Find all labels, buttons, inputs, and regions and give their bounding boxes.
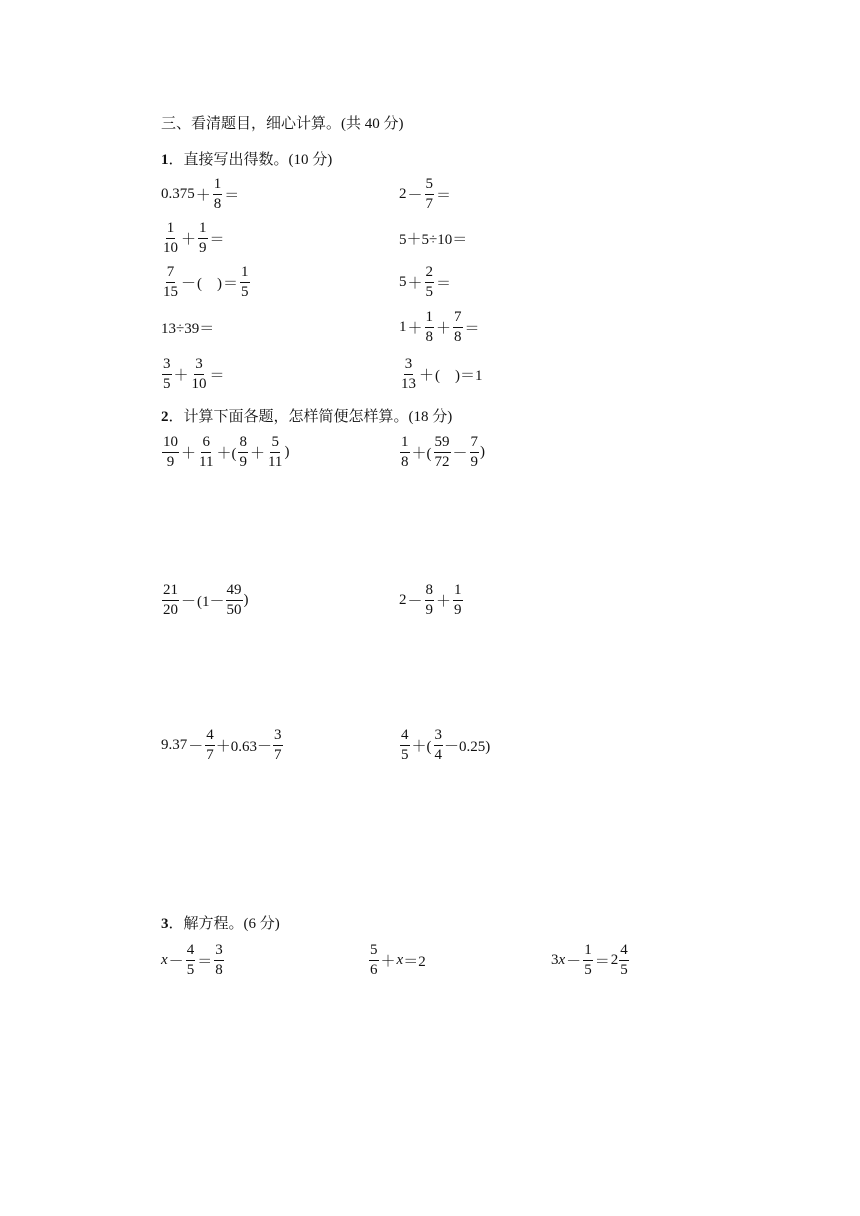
q3-item-b: $\frac{5}{6}$ ＋ x ＝2 — [370, 941, 426, 978]
q1-item-e: $\frac{7}{15}$ － ( ) ＝ $\frac{1}{5}$ — [163, 263, 249, 300]
q1e-frac1 — [162, 265, 179, 300]
q3b-num: 5 — [369, 943, 379, 961]
q3-item-c: 3 x － $\frac{1}{5}$ ＝ 2 $\frac{4}{5}$ — [551, 941, 628, 978]
q1i-num1: 3 — [162, 357, 172, 375]
q2a-frac4 — [267, 435, 283, 470]
q2f-frac1 — [400, 728, 410, 763]
q2a-den2: 11 — [199, 453, 214, 470]
q3a-den2: 8 — [215, 961, 223, 978]
q1e-num1: 7 — [166, 265, 176, 283]
q2c-mid: (1－ — [197, 593, 225, 610]
q2a-frac3 — [238, 435, 248, 470]
q2d-den1: 9 — [425, 601, 434, 618]
q1e-num2: 1 — [240, 265, 250, 283]
q3c-num2: 4 — [619, 943, 629, 961]
q2b-frac3 — [470, 435, 480, 470]
q1c-num2: 1 — [198, 221, 208, 239]
q1b-int: 2 — [399, 185, 407, 202]
q1h-den1: 8 — [425, 328, 434, 345]
q2a-den3: 9 — [239, 453, 247, 470]
q1c-frac1 — [162, 221, 179, 256]
q1b-num: 5 — [425, 177, 435, 195]
q1j-frac — [400, 357, 417, 392]
q1c-den1: 10 — [163, 239, 178, 256]
q1b-den: 7 — [425, 195, 434, 212]
q2d-frac2 — [453, 583, 463, 618]
q1h-num2: 7 — [453, 310, 463, 328]
q2d-den2: 9 — [454, 601, 462, 618]
q2e-int: 9.37 — [161, 736, 188, 753]
q3b-tail: ＝2 — [403, 953, 426, 970]
q2e-num2: 3 — [273, 728, 283, 746]
q1i-frac2 — [191, 357, 208, 392]
q1-item-g — [161, 305, 214, 349]
q2-item-c: $\frac{21}{20}$ － (1－ $\frac{49}{50}$ ) — [163, 581, 249, 618]
q1-item-b: 2 － $\frac{5}{7}$ ＝ — [399, 175, 452, 212]
q3c-num1: 1 — [583, 943, 593, 961]
q2a-num1: 10 — [162, 435, 179, 453]
q3-title — [161, 912, 280, 933]
q3c-frac2 — [619, 943, 629, 978]
q2b-den3: 9 — [470, 453, 479, 470]
q1i-den2: 10 — [191, 375, 207, 392]
q2b-frac2 — [434, 435, 451, 470]
q2f-num2: 3 — [434, 728, 444, 746]
q2a-num4: 5 — [270, 435, 280, 453]
q1e-frac2 — [240, 265, 250, 300]
q3-title-text: ．解方程。(6 分) — [168, 916, 280, 932]
q2a-den1: 9 — [166, 453, 175, 470]
q2e-mid: ＋0.63－ — [215, 738, 273, 755]
q2f-num1: 4 — [400, 728, 410, 746]
q2b-num1: 1 — [400, 435, 410, 453]
q1c-num1: 1 — [166, 221, 176, 239]
q2f-tail: －0.25) — [444, 738, 491, 755]
q2b-frac1 — [400, 435, 410, 470]
q2e-den1: 7 — [206, 746, 214, 763]
q2b-den1: 8 — [401, 453, 409, 470]
q2d-num1: 8 — [425, 583, 435, 601]
q3c-den1: 5 — [584, 961, 592, 978]
q3c-mixed-number — [611, 943, 630, 978]
q3a-num1: 4 — [186, 943, 196, 961]
q2a-den4: 11 — [267, 453, 283, 470]
q1j-den: 13 — [401, 375, 416, 392]
q2-item-a: $\frac{10}{9}$ ＋ $\frac{6}{11}$ ＋( $\frac{8}{9}$ ＋ $\frac{5}{11}$ ) — [163, 433, 290, 470]
q3b-var: x — [396, 951, 404, 968]
q2e-frac1 — [205, 728, 215, 763]
q2e-num1: 4 — [205, 728, 215, 746]
q1a-int: 0.375 — [161, 185, 195, 202]
q1e-den1: 15 — [163, 283, 178, 300]
q3c-frac1 — [583, 943, 593, 978]
q1f-frac — [425, 265, 435, 300]
q1-title — [161, 148, 332, 169]
q2f-den2: 4 — [434, 746, 442, 763]
q2-title-text: ．计算下面各题，怎样简便怎样算。(18 分) — [168, 409, 453, 425]
q1-item-h: 1 ＋ $\frac{1}{8}$ ＋ $\frac{7}{8}$ ＝ — [399, 308, 480, 345]
q3b-frac — [369, 943, 379, 978]
q1h-frac2 — [453, 310, 463, 345]
q2d-num2: 1 — [453, 583, 463, 601]
q1f-num: 2 — [425, 265, 435, 283]
q3b-den: 6 — [370, 961, 378, 978]
q3a-den1: 5 — [186, 961, 195, 978]
q2b-num2: 59 — [434, 435, 451, 453]
q3c-coef: 3 — [551, 951, 559, 968]
q2c-num2: 49 — [226, 583, 243, 601]
q1j-tail: ＝1 — [460, 367, 483, 384]
q2-item-e: 9.37 － $\frac{4}{7}$ ＋0.63－ $\frac{3}{7}$ — [161, 726, 282, 763]
q2e-frac2 — [273, 728, 283, 763]
q1c-frac2 — [198, 221, 208, 256]
q2-number: 2 — [161, 409, 169, 425]
q1-item-f: 5 ＋ $\frac{2}{5}$ ＝ — [399, 263, 452, 300]
q2b-num3: 7 — [470, 435, 480, 453]
q3-number: 3 — [161, 916, 169, 932]
q3-item-a: x － $\frac{4}{5}$ ＝ $\frac{3}{8}$ — [161, 941, 223, 978]
q1-item-c: $\frac{1}{10}$ ＋ $\frac{1}{9}$ ＝ — [163, 219, 225, 256]
q1-item-d — [399, 216, 467, 260]
q3c-var: x — [558, 951, 566, 968]
q1b-frac — [425, 177, 435, 212]
q1i-den1: 5 — [163, 375, 171, 392]
q1j-blank[interactable]: ( ) — [435, 367, 461, 384]
q2d-int: 2 — [399, 591, 407, 608]
q1-item-i: $\frac{3}{5}$ ＋ $\frac{3}{10}$ ＝ — [163, 355, 225, 392]
q2c-num1: 21 — [162, 583, 179, 601]
q1f-den: 5 — [425, 283, 434, 300]
q2a-frac1 — [162, 435, 179, 470]
q1a-num: 1 — [213, 177, 223, 195]
q1f-int: 5 — [399, 273, 407, 290]
q3a-frac1 — [186, 943, 196, 978]
q3a-frac2 — [214, 943, 224, 978]
q3c-den2: 5 — [620, 961, 628, 978]
section-heading: 三、看清题目，细心计算。(共 40 分) — [161, 116, 404, 132]
q2c-frac1 — [162, 583, 179, 618]
q2-title — [161, 405, 452, 426]
q2a-num2: 6 — [201, 435, 211, 453]
q2f-den1: 5 — [401, 746, 409, 763]
q1i-frac1 — [162, 357, 172, 392]
q2a-frac2 — [198, 435, 214, 470]
q2c-frac2 — [226, 583, 243, 618]
q3a-var: x — [161, 951, 168, 968]
q1h-den2: 8 — [454, 328, 462, 345]
q1-title-text: ．直接写出得数。(10 分) — [168, 152, 333, 168]
q2f-frac2 — [434, 728, 444, 763]
q1j-num: 3 — [404, 357, 414, 375]
q1h-frac1 — [425, 310, 435, 345]
q2e-den2: 7 — [274, 746, 282, 763]
q2d-frac1 — [425, 583, 435, 618]
q1g-text: 13÷39＝ — [161, 320, 215, 337]
q3a-num2: 3 — [214, 943, 224, 961]
q1a-den: 8 — [213, 195, 222, 212]
q2c-den2: 50 — [226, 601, 242, 618]
q1a-frac — [213, 177, 223, 212]
q2c-den1: 20 — [163, 601, 178, 618]
q3c-whole: 2 — [610, 951, 619, 968]
q1e-den2: 5 — [241, 283, 249, 300]
q2b-den2: 72 — [434, 453, 450, 470]
q1h-int: 1 — [399, 318, 407, 335]
q1-number: 1 — [161, 152, 169, 168]
q2-item-f: $\frac{4}{5}$ ＋( $\frac{3}{4}$ －0.25) — [401, 726, 491, 763]
q2-item-b: $\frac{1}{8}$ ＋( $\frac{59}{72}$ － $\frac{7}{9}$ ) — [401, 433, 486, 470]
q1-item-j: $\frac{3}{13}$ ＋ ( ) ＝1 — [401, 355, 483, 392]
q2a-num3: 8 — [238, 435, 248, 453]
q1h-num1: 1 — [425, 310, 435, 328]
q2-item-d: 2 － $\frac{8}{9}$ ＋ $\frac{1}{9}$ — [399, 581, 462, 618]
q1d-text: 5＋5÷10＝ — [399, 231, 468, 248]
q1i-num2: 3 — [194, 357, 204, 375]
q1-item-a: 0.375 ＋ $\frac{1}{8}$ ＝ — [161, 175, 240, 212]
q1c-den2: 9 — [199, 239, 207, 256]
q1e-blank[interactable]: ( ) — [197, 275, 223, 292]
